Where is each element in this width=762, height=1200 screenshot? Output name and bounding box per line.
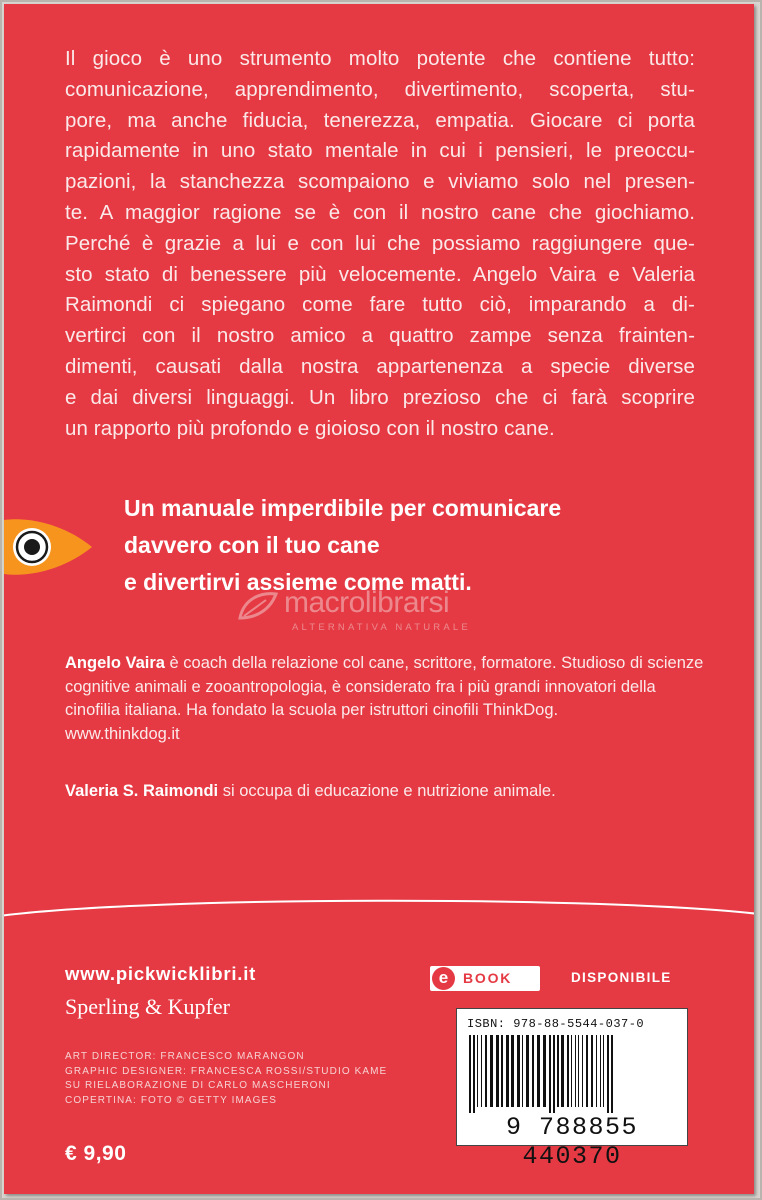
barcode-bar [553, 1035, 555, 1113]
barcode-bar [591, 1035, 593, 1107]
credits [65, 1050, 387, 1108]
credit-line: COPERTINA: FOTO © GETTY IMAGES [65, 1094, 278, 1106]
barcode-bar [578, 1035, 579, 1107]
barcode-bar [537, 1035, 540, 1107]
author-name: Angelo Vaira [65, 654, 165, 672]
barcode-bar [571, 1035, 572, 1107]
watermark-brand: macrolibrarsi [284, 586, 450, 619]
publisher-website: www.pickwicklibri.it [65, 963, 257, 984]
credit-line: SU RIELABORAZIONE DI CARLO MASCHERONI [65, 1080, 331, 1092]
blurb-line: Perché è grazie a lui e con lui che possiamo raggiungere que- [65, 231, 695, 255]
leaf-logo-icon [236, 588, 280, 624]
barcode-bar [582, 1035, 583, 1107]
barcode-bar [603, 1035, 604, 1107]
barcode-bar [490, 1035, 493, 1107]
barcode-bar [496, 1035, 499, 1107]
barcode-bar [596, 1035, 597, 1107]
blurb-line: te. A maggior ragione se è con il nostro cane che giochiamo. [65, 200, 695, 224]
curved-divider [4, 892, 754, 922]
barcode-bar [506, 1035, 509, 1107]
barcode-bar [469, 1035, 471, 1113]
watermark-subtitle: ALTERNATIVA NATURALE [292, 622, 471, 633]
ebook-availability: DISPONIBILE [571, 970, 672, 985]
blurb-line: Raimondi ci spiegano come fare tutto ciò, imparando a di- [65, 293, 695, 317]
barcode-bar [501, 1035, 503, 1107]
barcode-bar [511, 1035, 514, 1107]
barcode-bar [557, 1035, 559, 1107]
barcode-bar [575, 1035, 576, 1107]
ebook-e-icon: e [432, 967, 455, 990]
credit-line: ART DIRECTOR: FRANCESCO MARANGON [65, 1051, 305, 1062]
blurb-line: comunicazione, apprendimento, divertimento, scoperta, stu- [65, 77, 695, 101]
barcode-bar [607, 1035, 609, 1113]
barcode-bar [473, 1035, 475, 1113]
ebook-label: BOOK [463, 970, 513, 986]
barcode-bar [522, 1035, 523, 1107]
blurb-paragraph [65, 44, 695, 444]
barcode-bar [526, 1035, 529, 1107]
barcode-box [456, 1008, 688, 1171]
book-back-cover [4, 4, 754, 1194]
tagline-line: Un manuale imperdibile per comunicare [124, 495, 562, 521]
barcode-bar [485, 1035, 487, 1107]
author-name: Valeria S. Raimondi [65, 782, 219, 800]
author-bio-vaira [65, 652, 705, 746]
barcode-bar [600, 1035, 601, 1107]
author-bio-raimondi [65, 780, 705, 804]
author-website: www.thinkdog.it [65, 724, 180, 743]
author-bio-text: si occupa di educazione e nutrizione animale. [218, 782, 556, 800]
barcode-digits: 9 788855 440370 [505, 1113, 639, 1171]
publisher-name: Sperling & Kupfer [65, 994, 230, 1019]
watermark [236, 584, 576, 644]
blurb-line: un rapporto più profondo e gioioso con il nostro cane. [65, 416, 555, 440]
tagline-line: davvero con il tuo cane [124, 532, 380, 558]
blurb-line: dimenti, causati dalla nostra appartenenza a specie diverse [65, 354, 695, 378]
blurb-line: pore, ma anche fiducia, tenerezza, empatia. Giocare ci porta [65, 108, 695, 132]
barcode-bar [549, 1035, 551, 1113]
credit-line: GRAPHIC DESIGNER: FRANCESCA ROSSI/STUDIO KAME [65, 1065, 388, 1077]
blurb-line: Il gioco è uno strumento molto potente che contiene tutto: [65, 47, 695, 70]
barcode-bar [586, 1035, 588, 1107]
price: € 9,90 [65, 1142, 127, 1165]
barcode-bar [532, 1035, 534, 1107]
barcode-bar [517, 1035, 520, 1107]
barcode-bar [611, 1035, 613, 1113]
blurb-line: pazioni, la stanchezza scompaiono e viviamo solo nel presen- [65, 170, 695, 194]
barcode-bar [477, 1035, 478, 1107]
eye-icon [4, 514, 94, 580]
ebook-badge [430, 966, 540, 991]
barcode-bar [481, 1035, 482, 1107]
tagline-line: e divertirvi assieme come matti. [124, 569, 472, 595]
isbn-label: ISBN: 978-88-5544-037-0 [467, 1017, 645, 1031]
blurb-line: sto stato di benessere più velocemente. Angelo Vaira e Valeria [65, 262, 695, 286]
barcode [467, 1035, 677, 1113]
blurb-line: vertirci con il nostro amico a quattro zampe senza frainten- [65, 324, 695, 348]
barcode-bar [567, 1035, 569, 1107]
blurb-line: e dai diversi linguaggi. Un libro prezioso che ci farà scoprire [65, 385, 695, 409]
blurb-line: rapidamente in uno stato mentale in cui i pensieri, le preoccu- [65, 139, 695, 163]
barcode-bar [543, 1035, 546, 1107]
author-bio-text: è coach della relazione col cane, scrittore, formatore. Studioso di scienze cognitive animali e zooantropologia, è considerato fra i più grandi innovatori della cinofilia italiana. Ha fondato la scuola per istruttori cinofili ThinkDog. [65, 654, 704, 719]
barcode-bar [561, 1035, 564, 1107]
